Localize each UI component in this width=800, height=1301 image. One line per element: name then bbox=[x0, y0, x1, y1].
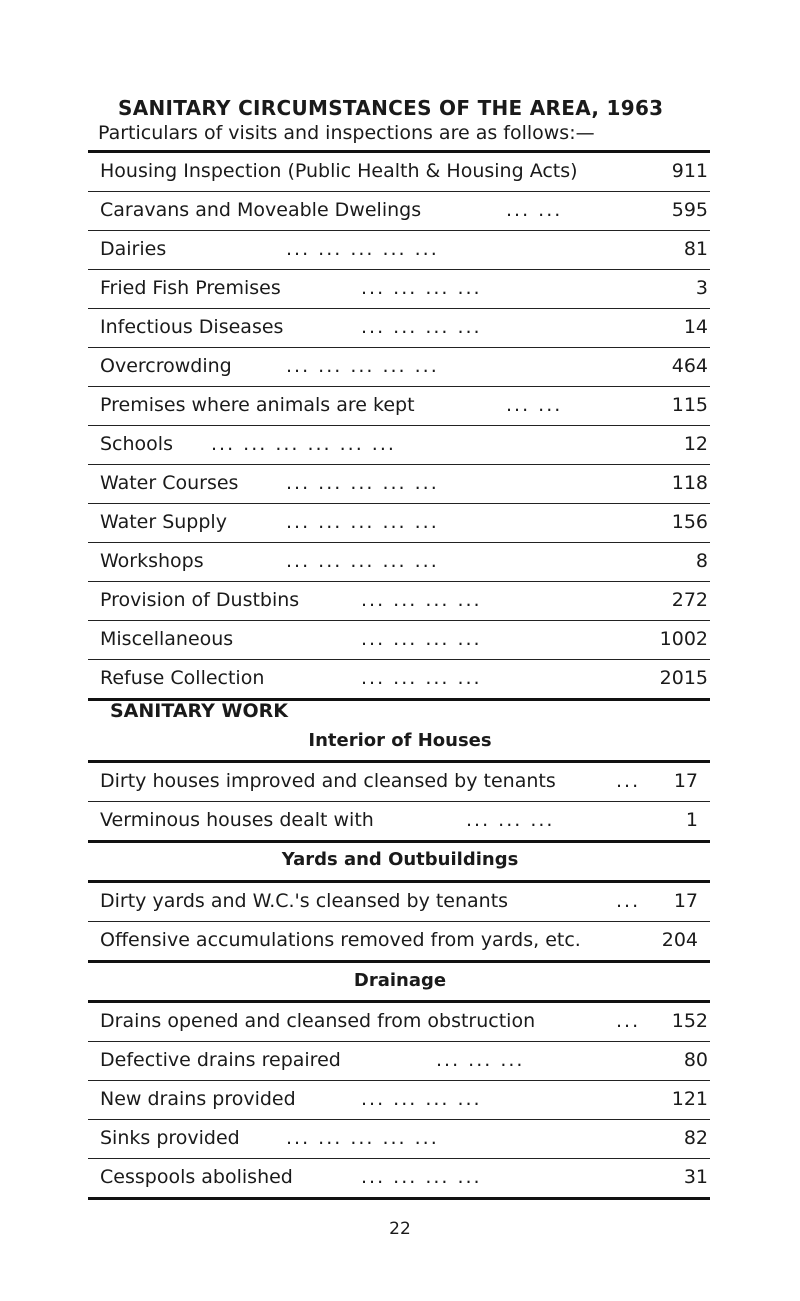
table-row bbox=[88, 465, 710, 504]
row-value: 118 bbox=[671, 472, 708, 494]
table-row bbox=[88, 192, 710, 231]
row-label: New drains provided bbox=[100, 1088, 296, 1110]
row-leader-dots: ... ... bbox=[506, 394, 563, 416]
row-label: Dirty houses improved and cleansed by tenants bbox=[100, 770, 556, 792]
row-label: Water Supply bbox=[100, 511, 227, 533]
row-leader-dots: ... ... ... ... bbox=[361, 589, 482, 611]
inspections-table bbox=[88, 150, 710, 701]
table-row bbox=[88, 348, 710, 387]
table-row bbox=[88, 660, 710, 698]
row-leader-dots: ... bbox=[616, 890, 641, 912]
subsection-title: Interior of Houses bbox=[308, 730, 492, 751]
table-row bbox=[88, 504, 710, 543]
page-subtitle: Particulars of visits and inspections are as follows:— bbox=[98, 122, 595, 144]
row-leader-dots: ... ... ... ... bbox=[361, 628, 482, 650]
row-label: Provision of Dustbins bbox=[100, 589, 300, 611]
row-leader-dots: ... ... ... ... ... bbox=[286, 511, 439, 533]
table-row bbox=[88, 582, 710, 621]
row-leader-dots: ... ... ... ... bbox=[361, 1166, 482, 1188]
row-label: Housing Inspection (Public Health & Housing Acts) bbox=[100, 160, 578, 182]
row-value: 3 bbox=[695, 277, 708, 299]
row-value: 82 bbox=[683, 1127, 708, 1149]
row-leader-dots: ... bbox=[616, 770, 641, 792]
page-number: 22 bbox=[389, 1219, 411, 1239]
table-row bbox=[88, 1159, 710, 1197]
row-value: 14 bbox=[683, 316, 708, 338]
row-leader-dots: ... ... ... ... ... bbox=[286, 1127, 439, 1149]
table-row bbox=[88, 543, 710, 582]
row-label: Caravans and Moveable Dwelings bbox=[100, 199, 422, 221]
row-leader-dots: ... ... ... ... bbox=[361, 1088, 482, 1110]
row-label: Water Courses bbox=[100, 472, 239, 494]
table-row bbox=[88, 922, 710, 960]
row-label: Refuse Collection bbox=[100, 667, 265, 689]
table-row bbox=[88, 387, 710, 426]
row-value: 121 bbox=[671, 1088, 708, 1110]
table-row bbox=[88, 1003, 710, 1042]
row-leader-dots: ... ... ... ... ... bbox=[286, 355, 439, 377]
interior-table bbox=[88, 760, 710, 843]
drainage-table bbox=[88, 1000, 710, 1200]
row-leader-dots: ... bbox=[616, 1010, 641, 1032]
row-label: Drains opened and cleansed from obstruction bbox=[100, 1010, 536, 1032]
row-value: 911 bbox=[671, 160, 708, 182]
row-value: 204 bbox=[661, 929, 698, 951]
row-leader-dots: ... ... ... ... ... bbox=[286, 472, 439, 494]
table-row bbox=[88, 153, 710, 192]
row-value: 8 bbox=[695, 550, 708, 572]
row-value: 80 bbox=[683, 1049, 708, 1071]
table-row bbox=[88, 426, 710, 465]
row-value: 2015 bbox=[659, 667, 708, 689]
row-value: 17 bbox=[673, 890, 698, 912]
row-label: Defective drains repaired bbox=[100, 1049, 341, 1071]
row-label: Overcrowding bbox=[100, 355, 232, 377]
row-label: Dairies bbox=[100, 238, 167, 260]
row-value: 12 bbox=[683, 433, 708, 455]
row-value: 152 bbox=[671, 1010, 708, 1032]
row-leader-dots: ... ... ... ... bbox=[361, 277, 482, 299]
row-label: Premises where animals are kept bbox=[100, 394, 415, 416]
row-value: 156 bbox=[671, 511, 708, 533]
row-label: Sinks provided bbox=[100, 1127, 240, 1149]
table-row bbox=[88, 270, 710, 309]
table-row bbox=[88, 802, 710, 840]
row-value: 17 bbox=[673, 770, 698, 792]
row-label: Offensive accumulations removed from yards, etc. bbox=[100, 929, 581, 951]
yards-table bbox=[88, 880, 710, 963]
row-value: 272 bbox=[671, 589, 708, 611]
row-label: Fried Fish Premises bbox=[100, 277, 281, 299]
page-title: SANITARY CIRCUMSTANCES OF THE AREA, 1963 bbox=[118, 96, 664, 120]
row-label: Dirty yards and W.C.'s cleansed by tenants bbox=[100, 890, 509, 912]
row-value: 81 bbox=[683, 238, 708, 260]
table-row bbox=[88, 1120, 710, 1159]
row-leader-dots: ... ... ... bbox=[436, 1049, 525, 1071]
row-value: 1002 bbox=[659, 628, 708, 650]
row-value: 115 bbox=[671, 394, 708, 416]
row-value: 595 bbox=[671, 199, 708, 221]
row-leader-dots: ... ... ... ... ... ... bbox=[211, 433, 396, 455]
section-title: SANITARY WORK bbox=[110, 700, 288, 722]
table-row bbox=[88, 1042, 710, 1081]
subsection-title: Yards and Outbuildings bbox=[281, 849, 519, 870]
row-value: 31 bbox=[683, 1166, 708, 1188]
row-leader-dots: ... ... ... ... ... bbox=[286, 550, 439, 572]
row-label: Verminous houses dealt with bbox=[100, 809, 374, 831]
row-value: 464 bbox=[671, 355, 708, 377]
row-label: Schools bbox=[100, 433, 173, 455]
row-value: 1 bbox=[685, 809, 698, 831]
table-row bbox=[88, 231, 710, 270]
row-leader-dots: ... ... bbox=[506, 199, 563, 221]
table-row bbox=[88, 883, 710, 922]
row-label: Cesspools abolished bbox=[100, 1166, 293, 1188]
row-leader-dots: ... ... ... bbox=[466, 809, 555, 831]
row-label: Miscellaneous bbox=[100, 628, 234, 650]
table-row bbox=[88, 763, 710, 802]
table-row bbox=[88, 621, 710, 660]
row-leader-dots: ... ... ... ... bbox=[361, 316, 482, 338]
row-leader-dots: ... ... ... ... bbox=[361, 667, 482, 689]
row-label: Infectious Diseases bbox=[100, 316, 284, 338]
subsection-title: Drainage bbox=[353, 970, 447, 991]
table-row bbox=[88, 1081, 710, 1120]
row-label: Workshops bbox=[100, 550, 204, 572]
table-row bbox=[88, 309, 710, 348]
row-leader-dots: ... ... ... ... ... bbox=[286, 238, 439, 260]
